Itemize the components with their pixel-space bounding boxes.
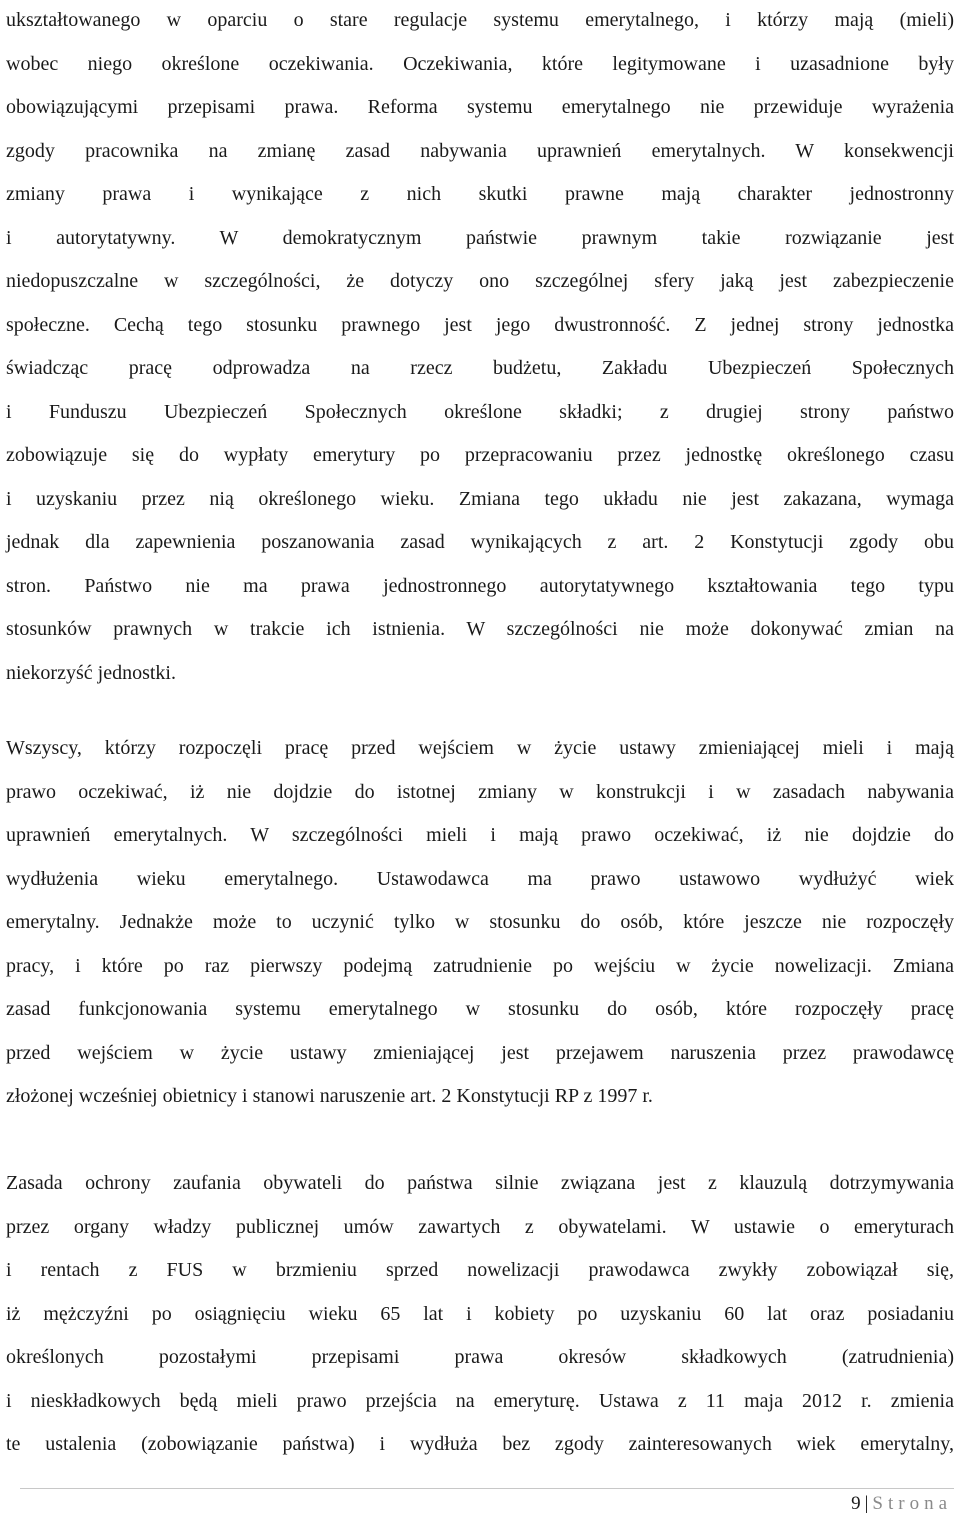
text-line: zasad funkcjonowania systemu emerytalnego w stosunku do osób, które rozpoczęły pracę bbox=[6, 998, 954, 1020]
footer-divider bbox=[20, 1488, 954, 1489]
text-line: Wszyscy, którzy rozpoczęli pracę przed wejściem w życie ustawy zmieniającej mieli i mają bbox=[6, 737, 954, 759]
text-line: i Funduszu Ubezpieczeń Społecznych określone składki; z drugiej strony państwo bbox=[6, 400, 954, 423]
text-line: jednak dla zapewnienia poszanowania zasad wynikających z art. 2 Konstytucji zgody obu bbox=[6, 531, 954, 553]
text-line: niedopuszczalne w szczególności, że dotyczy ono szczególnej sfery jaką jest zabezpieczenie bbox=[6, 270, 954, 292]
text-line: i autorytatywny. W demokratycznym państwie prawnym takie rozwiązanie jest bbox=[6, 226, 954, 249]
text-line: świadcząc pracę odprowadza na rzecz budżetu, Zakładu Ubezpieczeń Społecznych bbox=[6, 357, 954, 379]
text-line: wobec niego określone oczekiwania. Oczekiwania, które legitymowane i uzasadnione były bbox=[6, 52, 954, 75]
text-line: zobowiązuje się do wypłaty emerytury po przepracowaniu przez jednostkę określonego czasu bbox=[6, 444, 954, 466]
text-line: obowiązującymi przepisami prawa. Reforma systemu emerytalnego nie przewiduje wyrażenia bbox=[6, 96, 954, 118]
text-line: stosunków prawnych w trakcie ich istnienia. W szczególności nie może dokonywać zmian na bbox=[6, 618, 954, 640]
text-line: przed wejściem w życie ustawy zmieniającej jest przejawem naruszenia przez prawodawcę bbox=[6, 1041, 954, 1064]
text-line: Zasada ochrony zaufania obywateli do państwa silnie związana jest z klauzulą dotrzymywania bbox=[6, 1172, 954, 1194]
page-number-label bbox=[851, 1492, 952, 1516]
text-line: przez organy władzy publicznej umów zawartych z obywatelami. W ustawie o emeryturach bbox=[6, 1215, 954, 1238]
text-line: określonych pozostałymi przepisami prawa okresów składkowych (zatrudnienia) bbox=[6, 1346, 954, 1368]
paragraph-1 bbox=[6, 2, 954, 698]
text-line: wydłużenia wieku emerytalnego. Ustawodawca ma prawo ustawowo wydłużyć wiek bbox=[6, 867, 954, 890]
page-number: 9 bbox=[851, 1493, 861, 1514]
text-line: ukształtowanego w oparciu o stare regulacje systemu emerytalnego, i którzy mają (mieli) bbox=[6, 9, 954, 31]
footer-separator: | bbox=[864, 1493, 869, 1514]
text-line: zmiany prawa i wynikające z nich skutki prawne mają charakter jednostronny bbox=[6, 183, 954, 205]
page-label: Strona bbox=[872, 1493, 952, 1514]
text-line: emerytalny. Jednakże może to uczynić tylko w stosunku do osób, które jeszcze nie rozpoczęły bbox=[6, 911, 954, 933]
text-line: iż mężczyźni po osiągnięciu wieku 65 lat i kobiety po uzyskaniu 60 lat oraz posiadaniu bbox=[6, 1302, 954, 1325]
text-line: uprawnień emerytalnych. W szczególności mieli i mają prawo oczekiwać, iż nie dojdzie do bbox=[6, 824, 954, 846]
text-line: stron. Państwo nie ma prawa jednostronnego autorytatywnego kształtowania tego typu bbox=[6, 574, 954, 597]
text-line: i rentach z FUS w brzmieniu sprzed nowelizacji prawodawca zwykły zobowiązał się, bbox=[6, 1259, 954, 1281]
text-line: i nieskładkowych będą mieli prawo przejścia na emeryturę. Ustawa z 11 maja 2012 r. zmienia bbox=[6, 1389, 954, 1412]
text-line: te ustalenia (zobowiązanie państwa) i wydłuża bez zgody zainteresowanych wiek emerytalny, bbox=[6, 1433, 954, 1455]
text-line: pracy, i które po raz pierwszy podejmą zatrudnienie po wejściu w życie nowelizacji. Zmiana bbox=[6, 954, 954, 977]
text-line: i uzyskaniu przez nią określonego wieku. Zmiana tego układu nie jest zakazana, wymaga bbox=[6, 487, 954, 510]
text-line: społeczne. Cechą tego stosunku prawnego jest jego dwustronność. Z jednej strony jednostka bbox=[6, 313, 954, 336]
paragraph-2 bbox=[6, 730, 954, 1122]
text-line: prawo oczekiwać, iż nie dojdzie do istotnej zmiany w konstrukcji i w zasadach nabywania bbox=[6, 780, 954, 803]
text-line: zgody pracownika na zmianę zasad nabywania uprawnień emerytalnych. W konsekwencji bbox=[6, 139, 954, 162]
text-line: złożonej wcześniej obietnicy i stanowi naruszenie art. 2 Konstytucji RP z 1997 r. bbox=[6, 1085, 653, 1107]
text-line: niekorzyść jednostki. bbox=[6, 661, 176, 684]
paragraph-3 bbox=[6, 1165, 954, 1470]
